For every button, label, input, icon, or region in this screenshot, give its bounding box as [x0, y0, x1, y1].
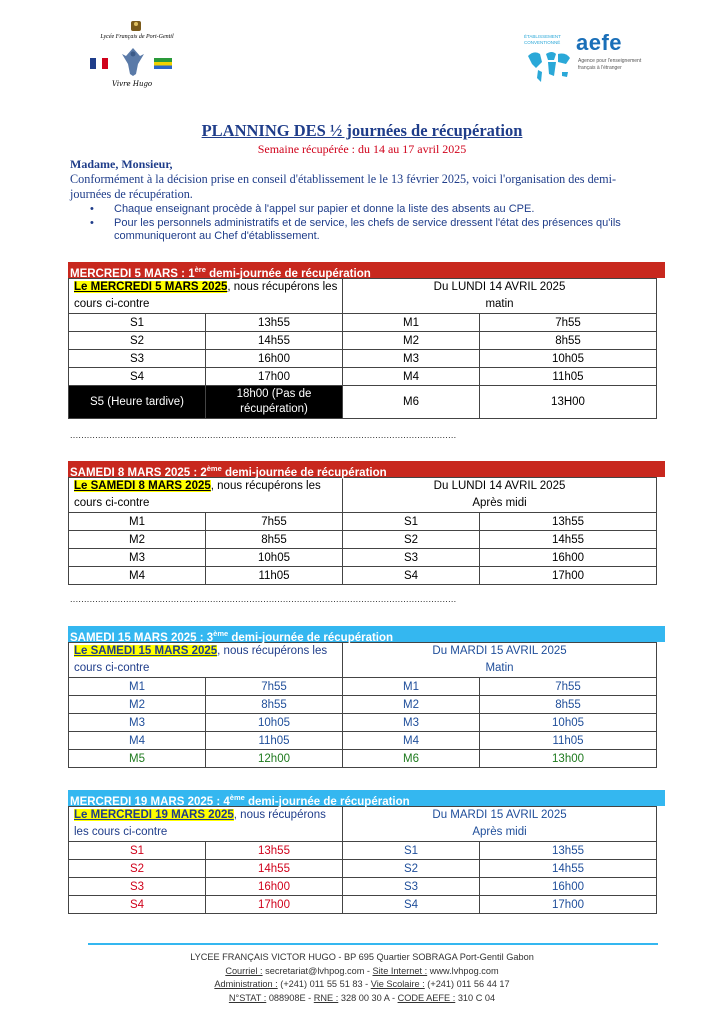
table-row — [69, 314, 657, 332]
table-row — [69, 878, 657, 896]
table-cell: S1 — [343, 513, 480, 531]
schedule-table — [68, 477, 657, 585]
footer — [0, 951, 724, 1005]
table-cell: M1 — [343, 314, 480, 332]
table-header-row — [69, 643, 657, 678]
crest-icon — [129, 18, 143, 32]
schedule-table — [68, 278, 657, 419]
table-cell: S3 — [343, 549, 480, 567]
table-cell: 8h55 — [480, 332, 657, 350]
table-cell: 8h55 — [206, 531, 343, 549]
recovered-day-cell: Le MERCREDI 19 MARS 2025, nous récupérons les cours ci-contre — [69, 807, 343, 842]
section-header: SAMEDI 15 MARS 2025 : 3ème demi-journée de récupération — [68, 626, 665, 642]
recovered-day-cell: Le MERCREDI 5 MARS 2025, nous récupérons les cours ci-contre — [69, 279, 343, 314]
aefe-subtitle: Agence pour l'enseignement français à l'étranger — [578, 58, 642, 71]
table-cell: 13h55 — [480, 842, 657, 860]
table-cell: 11h05 — [206, 732, 343, 750]
table-cell: 11h05 — [480, 732, 657, 750]
table-row — [69, 368, 657, 386]
table-cell: S1 — [69, 314, 206, 332]
footer-address: LYCEE FRANÇAIS VICTOR HUGO - BP 695 Quartier SOBRAGA Port-Gentil Gabon — [190, 952, 534, 962]
table-cell: 13h55 — [206, 314, 343, 332]
table-cell: 11h05 — [206, 567, 343, 585]
table-cell: 14h55 — [480, 860, 657, 878]
aefe-label: ÉTABLISSEMENT CONVENTIONNÉ — [524, 34, 561, 45]
table-cell: M3 — [343, 350, 480, 368]
intro-paragraph: Conformément à la décision prise en conseil d'établissement le le 13 février 2025, voici l'organisation des demi-journées de récupération. — [70, 172, 617, 201]
table-header-row — [69, 807, 657, 842]
aefe-wordmark: aefe — [576, 30, 623, 55]
table-cell: M3 — [69, 714, 206, 732]
table-cell: S2 — [69, 332, 206, 350]
table-cell: 7h55 — [206, 513, 343, 531]
table-cell: M2 — [343, 696, 480, 714]
table-cell: 7h55 — [206, 678, 343, 696]
table-header-row — [69, 279, 657, 314]
table-row — [69, 696, 657, 714]
table-cell: 11h05 — [480, 368, 657, 386]
table-cell: 14h55 — [206, 860, 343, 878]
target-day-cell: Du LUNDI 14 AVRIL 2025 Après midi — [343, 478, 657, 513]
table-cell: S1 — [343, 842, 480, 860]
table-cell: M2 — [69, 696, 206, 714]
table-cell: M4 — [343, 368, 480, 386]
schedule-table — [68, 642, 657, 768]
table-cell: M2 — [69, 531, 206, 549]
instructions-list — [90, 203, 660, 244]
table-row — [69, 531, 657, 549]
table-cell: 8h55 — [480, 696, 657, 714]
recovered-day-cell: Le SAMEDI 8 MARS 2025, nous récupérons les cours ci-contre — [69, 478, 343, 513]
footer-contact: Courriel : secretariat@lvhpog.com - Site Internet : www.lvhpog.com — [225, 965, 499, 976]
table-cell: M2 — [343, 332, 480, 350]
table-cell: 14h55 — [206, 332, 343, 350]
table-cell: S2 — [343, 531, 480, 549]
section-header: MERCREDI 5 MARS : 1ère demi-journée de récupération — [68, 262, 665, 278]
table-cell: 10h05 — [480, 350, 657, 368]
table-row — [69, 750, 657, 768]
table-row — [69, 386, 657, 419]
table-cell: 13h00 — [480, 750, 657, 768]
gabon-flag-icon — [154, 58, 172, 69]
table-cell: 17h00 — [206, 896, 343, 914]
table-cell: 13h55 — [480, 513, 657, 531]
table-cell: 16h00 — [480, 549, 657, 567]
table-cell: 7h55 — [480, 314, 657, 332]
recovery-section-3 — [68, 626, 665, 768]
table-cell: M4 — [69, 732, 206, 750]
table-cell: S3 — [343, 878, 480, 896]
greeting: Madame, Monsieur, — [70, 157, 173, 171]
table-row — [69, 332, 657, 350]
table-cell: 17h00 — [480, 896, 657, 914]
table-row — [69, 513, 657, 531]
footer-divider — [88, 943, 658, 945]
table-row — [69, 842, 657, 860]
table-row — [69, 678, 657, 696]
france-flag-icon — [90, 58, 108, 69]
table-cell: S4 — [69, 896, 206, 914]
table-cell: 13h55 — [206, 842, 343, 860]
table-cell: M1 — [343, 678, 480, 696]
page-title: PLANNING DES ½ journées de récupération — [201, 121, 523, 140]
target-day-cell: Du MARDI 15 AVRIL 2025 Après midi — [343, 807, 657, 842]
table-cell: M4 — [69, 567, 206, 585]
table-cell: S2 — [69, 860, 206, 878]
table-cell: M4 — [343, 732, 480, 750]
table-cell: 13H00 — [480, 386, 657, 419]
table-cell: 16h00 — [206, 350, 343, 368]
instruction-item: • Chaque enseignant procède à l'appel sur papier et donne la liste des absents au CPE. — [90, 203, 660, 217]
table-cell: M3 — [343, 714, 480, 732]
target-day-cell: Du MARDI 15 AVRIL 2025 Matin — [343, 643, 657, 678]
table-cell: 7h55 — [480, 678, 657, 696]
table-row — [69, 732, 657, 750]
separator-dots: .......................................................................................................................................... — [70, 430, 457, 440]
target-day-cell: Du LUNDI 14 AVRIL 2025 matin — [343, 279, 657, 314]
table-cell: S2 — [343, 860, 480, 878]
table-cell: M5 — [69, 750, 206, 768]
table-row — [69, 549, 657, 567]
table-cell: M1 — [69, 678, 206, 696]
table-row — [69, 896, 657, 914]
world-map-icon — [524, 46, 572, 86]
table-cell: S3 — [69, 878, 206, 896]
table-row — [69, 860, 657, 878]
page-subtitle: Semaine récupérée : du 14 au 17 avril 2025 — [257, 142, 467, 156]
table-cell: 16h00 — [206, 878, 343, 896]
table-cell: 10h05 — [480, 714, 657, 732]
table-cell: M1 — [69, 513, 206, 531]
recovered-day-cell: Le SAMEDI 15 MARS 2025, nous récupérons les cours ci-contre — [69, 643, 343, 678]
section-header: SAMEDI 8 MARS 2025 : 2ème demi-journée de récupération — [68, 461, 665, 477]
table-header-row — [69, 478, 657, 513]
school-logo — [82, 18, 192, 94]
table-row — [69, 350, 657, 368]
table-cell: 12h00 — [206, 750, 343, 768]
footer-codes: N°STAT : 088908E - RNE : 328 00 30 A - CODE AEFE : 310 C 04 — [228, 992, 496, 1003]
table-cell: 18h00 (Pas de récupération) — [206, 386, 343, 419]
table-cell: M6 — [343, 750, 480, 768]
signature: Vivre Hugo — [112, 80, 153, 88]
table-cell: S3 — [69, 350, 206, 368]
table-cell: 17h00 — [206, 368, 343, 386]
recovery-section-4 — [68, 790, 665, 914]
table-cell: 10h05 — [206, 549, 343, 567]
table-cell: M6 — [343, 386, 480, 419]
school-name: Lycée Français de Port-Gentil — [100, 34, 174, 40]
table-row — [69, 714, 657, 732]
table-cell: S4 — [69, 368, 206, 386]
table-cell: S4 — [343, 896, 480, 914]
instruction-item: • Pour les personnels administratifs et de service, les chefs de service dressent l'état des présences qu'ils communiqueront au Chef d'établissement. — [90, 217, 660, 244]
schedule-table — [68, 806, 657, 914]
recovery-section-1 — [68, 262, 665, 419]
section-header: MERCREDI 19 MARS 2025 : 4ème demi-journée de récupération — [68, 790, 665, 806]
table-cell: 10h05 — [206, 714, 343, 732]
separator-dots: .......................................................................................................................................... — [70, 594, 457, 604]
table-cell: S4 — [343, 567, 480, 585]
recovery-section-2 — [68, 461, 665, 585]
eagle-icon — [120, 46, 146, 78]
table-cell: 16h00 — [480, 878, 657, 896]
aefe-logo — [522, 28, 652, 88]
table-cell: 17h00 — [480, 567, 657, 585]
footer-phones: Administration : (+241) 011 55 51 83 - Vie Scolaire : (+241) 011 56 44 17 — [214, 979, 510, 989]
table-cell: S5 (Heure tardive) — [69, 386, 206, 419]
table-cell: 14h55 — [480, 531, 657, 549]
table-row — [69, 567, 657, 585]
table-cell: S1 — [69, 842, 206, 860]
table-cell: M3 — [69, 549, 206, 567]
table-cell: 8h55 — [206, 696, 343, 714]
